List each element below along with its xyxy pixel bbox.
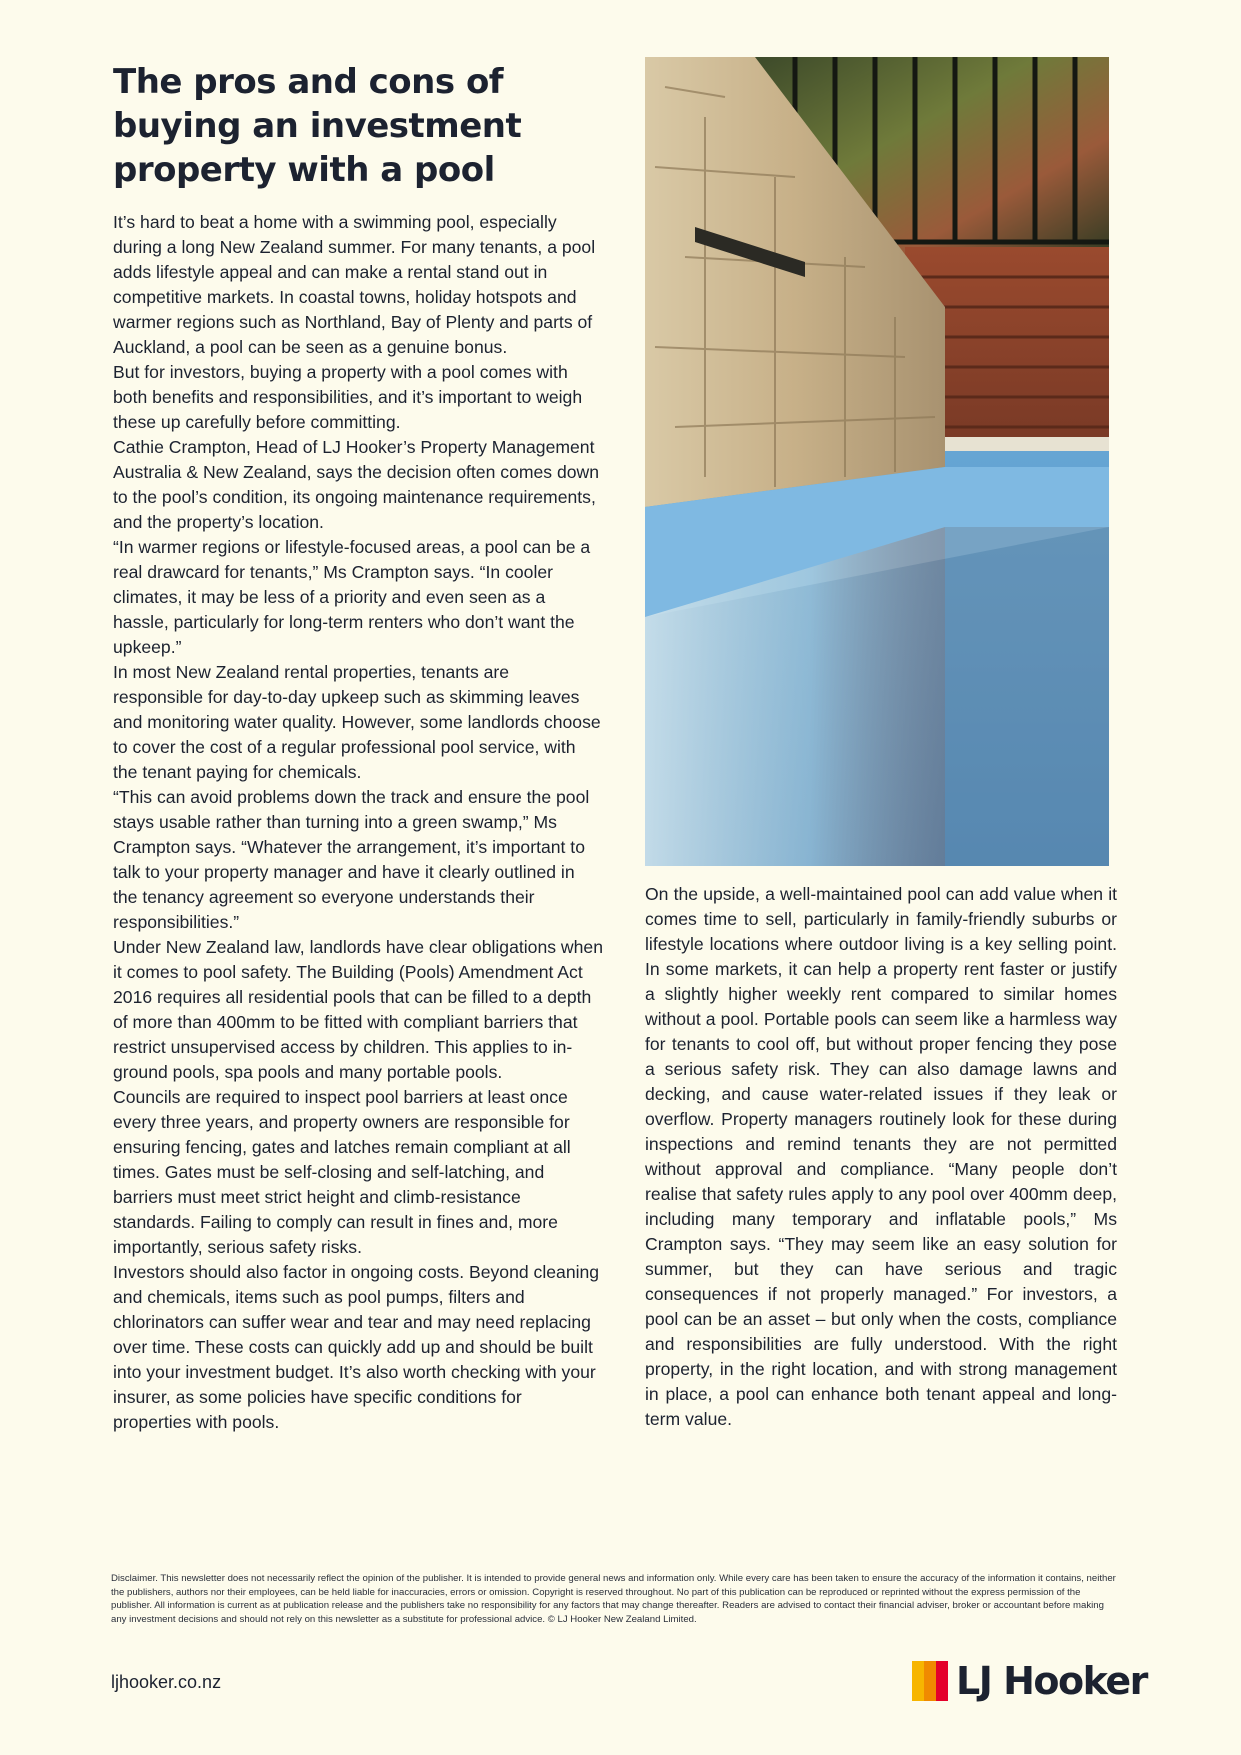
- article-paragraph: Cathie Crampton, Head of LJ Hooker’s Property Management Australia & New Zealand, says the decision often comes down to the pool’s condition, its ongoing maintenance requirements, and the property’s location.: [113, 437, 600, 532]
- article-paragraph: “In warmer regions or lifestyle-focused areas, a pool can be a real drawcard for tenants,” Ms Crampton says. “In cooler climates, it may be less of a priority and even seen as a hassle, particularly for long-term renters who don’t want the upkeep.”: [113, 537, 591, 657]
- logo-text: LJ Hooker: [956, 1659, 1147, 1703]
- disclaimer: Disclaimer. This newsletter does not necessarily reflect the opinion of the publisher. It is intended to provide general news and information only. While every care has been taken to ensure the accuracy of the information it contains, neither the publishers, authors nor their employees, can be held liable for inaccuracies, errors or omission. Copyright is reserved throughout. No part of this publication can be reproduced or reprinted without the express permission of the publisher. All information is current as at publication release and the publishers take no responsibility for any factors that may change thereafter. Readers are advised to contact their financial adviser, broker or accountant before making any investment decisions and should not rely on this newsletter as a substitute for professional advice. © LJ Hooker New Zealand Limited.: [111, 1573, 1116, 1625]
- article-paragraph: On the upside, a well-maintained pool can add value when it comes time to sell, particularly in family-friendly suburbs or lifestyle locations where outdoor living is a key selling point. In some markets, it can help a property rent faster or justify a slightly higher weekly rent compared to similar homes without a pool. Portable pools can seem like a harmless way for tenants to cool off, but without proper fencing they pose a serious safety risk. They can also damage lawns and decking, and cause water-related issues if they leak or overflow. Property managers routinely look for these during inspections and remind tenants they are not permitted without approval and compliance. “Many people don’t realise that safety rules apply to any pool over 400mm deep, including many temporary and inflatable pools,” Ms Crampton says. “They may seem like an easy solution for summer, but they can have serious and tragic consequences if not properly managed.” For investors, a pool can be an asset – but only when the costs, compliance and responsibilities are fully understood. With the right property, in the right location, and with strong management in place, a pool can enhance both tenant appeal and long-term value.: [645, 884, 1117, 1429]
- article-paragraph: Under New Zealand law, landlords have clear obligations when it comes to pool safety. The Building (Pools) Amendment Act 2016 requires all residential pools that can be filled to a depth of more than 400mm to be fitted with compliant barriers that restrict unsupervised access by children. This applies to in-ground pools, spa pools and many portable pools.: [113, 937, 603, 1082]
- logo-mark-icon: [912, 1661, 948, 1701]
- website-link[interactable]: ljhooker.co.nz: [111, 1672, 222, 1692]
- article-paragraph: In most New Zealand rental properties, tenants are responsible for day-to-day upkeep such as skimming leaves and monitoring water quality. However, some landlords choose to cover the cost of a regular professional pool service, with the tenant paying for chemicals.: [113, 662, 601, 782]
- article-paragraph: Councils are required to inspect pool barriers at least once every three years, and property owners are responsible for ensuring fencing, gates and latches remain compliant at all times. Gates must be self-closing and self-latching, and barriers must meet strict height and climb-resistance standards. Failing to comply can result in fines and, more importantly, serious safety risks.: [113, 1087, 571, 1257]
- pool-photo: [645, 57, 1109, 866]
- article-title: The pros and cons of buying an investment property with a pool: [113, 62, 522, 190]
- article-paragraph: It’s hard to beat a home with a swimming pool, especially during a long New Zealand summer. For many tenants, a pool adds lifestyle appeal and can make a rental stand out in competitive markets. In coastal towns, holiday hotspots and warmer regions such as Northland, Bay of Plenty and parts of Auckland, a pool can be seen as a genuine bonus.: [113, 212, 596, 357]
- article-paragraph: But for investors, buying a property with a pool comes with both benefits and responsibilities, and it’s important to weigh these up carefully before committing.: [113, 362, 583, 432]
- article-right-column: [645, 882, 1117, 1432]
- article-left-column: [113, 60, 603, 1435]
- lj-hooker-logo: [912, 1656, 1147, 1706]
- article-paragraph: Investors should also factor in ongoing costs. Beyond cleaning and chemicals, items such as pool pumps, filters and chlorinators can suffer wear and tear and may need replacing over time. These costs can quickly add up and should be built into your investment budget. It’s also worth checking with your insurer, as some policies have specific conditions for properties with pools.: [113, 1262, 600, 1432]
- article-paragraph: “This can avoid problems down the track and ensure the pool stays usable rather than turning into a green swamp,” Ms Crampton says. “Whatever the arrangement, it’s important to talk to your property manager and have it clearly outlined in the tenancy agreement so everyone understands their responsibilities.”: [113, 787, 590, 932]
